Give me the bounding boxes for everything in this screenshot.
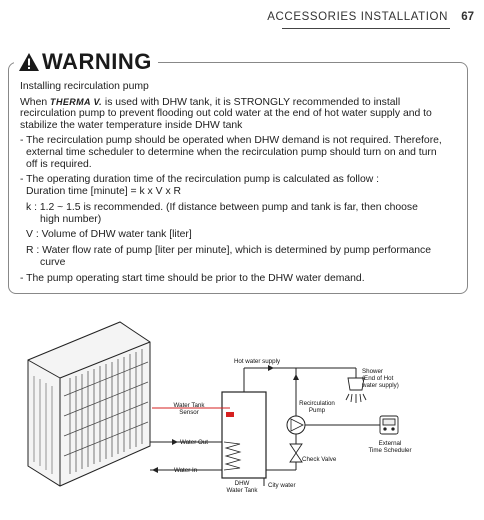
sensor-label-line1: Water Tank <box>173 402 205 409</box>
warning-heading: Installing recirculation pump <box>20 81 149 92</box>
k-line1: k : 1.2 ~ 1.5 is recommended. (If distance between pump and tank is far, then choose <box>26 202 418 213</box>
v-line: V : Volume of DHW water tank [liter] <box>26 229 192 240</box>
bullet1-line2: external time scheduler to determine when the recirculation pump should turn on and turn <box>26 147 437 158</box>
bullet1-line1: - The recirculation pump should be operated when DHW demand is not required. Therefore, <box>20 135 442 146</box>
bullet3: - The pump operating start time should be prior to the DHW water demand. <box>20 273 365 284</box>
dhw-label-line2: Water Tank <box>226 487 258 495</box>
pump-label-line2: Pump <box>308 407 326 415</box>
warning-triangle-icon <box>18 52 40 72</box>
shower-label-line3: water supply) <box>362 382 399 390</box>
external-time-scheduler-label <box>362 440 418 454</box>
header-rule <box>282 28 450 29</box>
bullet2-line1: - The operating duration time of the recirculation pump is calculated as follow : <box>20 174 380 185</box>
scheduler-label-line1: External <box>378 440 402 447</box>
intro-post: is used with DHW tank, it is STRONGLY recommended to install <box>104 97 401 108</box>
k-line2: high number) <box>40 214 102 225</box>
water-tank-sensor-label <box>166 402 212 416</box>
check-valve-label: Check Valve <box>302 456 337 463</box>
recirculation-pump-label <box>294 400 340 414</box>
shower-label-line2: (End of Hot <box>362 375 394 383</box>
intro-pre: When <box>20 97 48 108</box>
intro-line-2: recirculation pump to prevent flooding out cold water at the end of hot water supply and to <box>20 108 432 119</box>
pump-label-line1: Recirculation <box>299 400 335 407</box>
water-tank-sensor-icon <box>226 412 234 417</box>
hot-water-supply-label: Hot water supply <box>233 358 281 365</box>
r-line1: R : Water flow rate of pump [liter per minute], which is determined by pump performance <box>26 245 432 256</box>
warning-title <box>14 48 158 76</box>
water-out-label: Water Out <box>180 439 208 446</box>
section-title: ACCESSORIES INSTALLATION <box>267 11 448 23</box>
installation-diagram <box>0 316 484 515</box>
r-line2: curve <box>40 257 66 268</box>
city-water-label: City water <box>268 482 296 489</box>
page-number: 67 <box>461 11 474 23</box>
dhw-label-line1: DHW <box>234 480 250 487</box>
page-header <box>0 8 484 30</box>
outdoor-unit-icon <box>28 322 150 486</box>
dhw-water-tank-label <box>220 480 264 494</box>
water-in-label: Water In <box>174 467 198 474</box>
time-scheduler-icon <box>380 416 398 434</box>
therma-v-logo: THERMA V. <box>50 97 102 107</box>
check-valve-icon <box>290 444 302 462</box>
bullet1-line3: off is required. <box>26 159 92 170</box>
shower-label <box>362 368 422 390</box>
formula: Duration time [minute] = k x V x R <box>26 186 182 197</box>
scheduler-label-line2: Time Scheduler <box>368 447 412 455</box>
warning-label: WARNING <box>42 49 152 74</box>
shower-label-line1: Shower <box>362 368 383 375</box>
intro-line-3: stabilize the water temperature inside DHW tank <box>20 120 243 131</box>
sensor-label-line2: Sensor <box>179 409 199 417</box>
